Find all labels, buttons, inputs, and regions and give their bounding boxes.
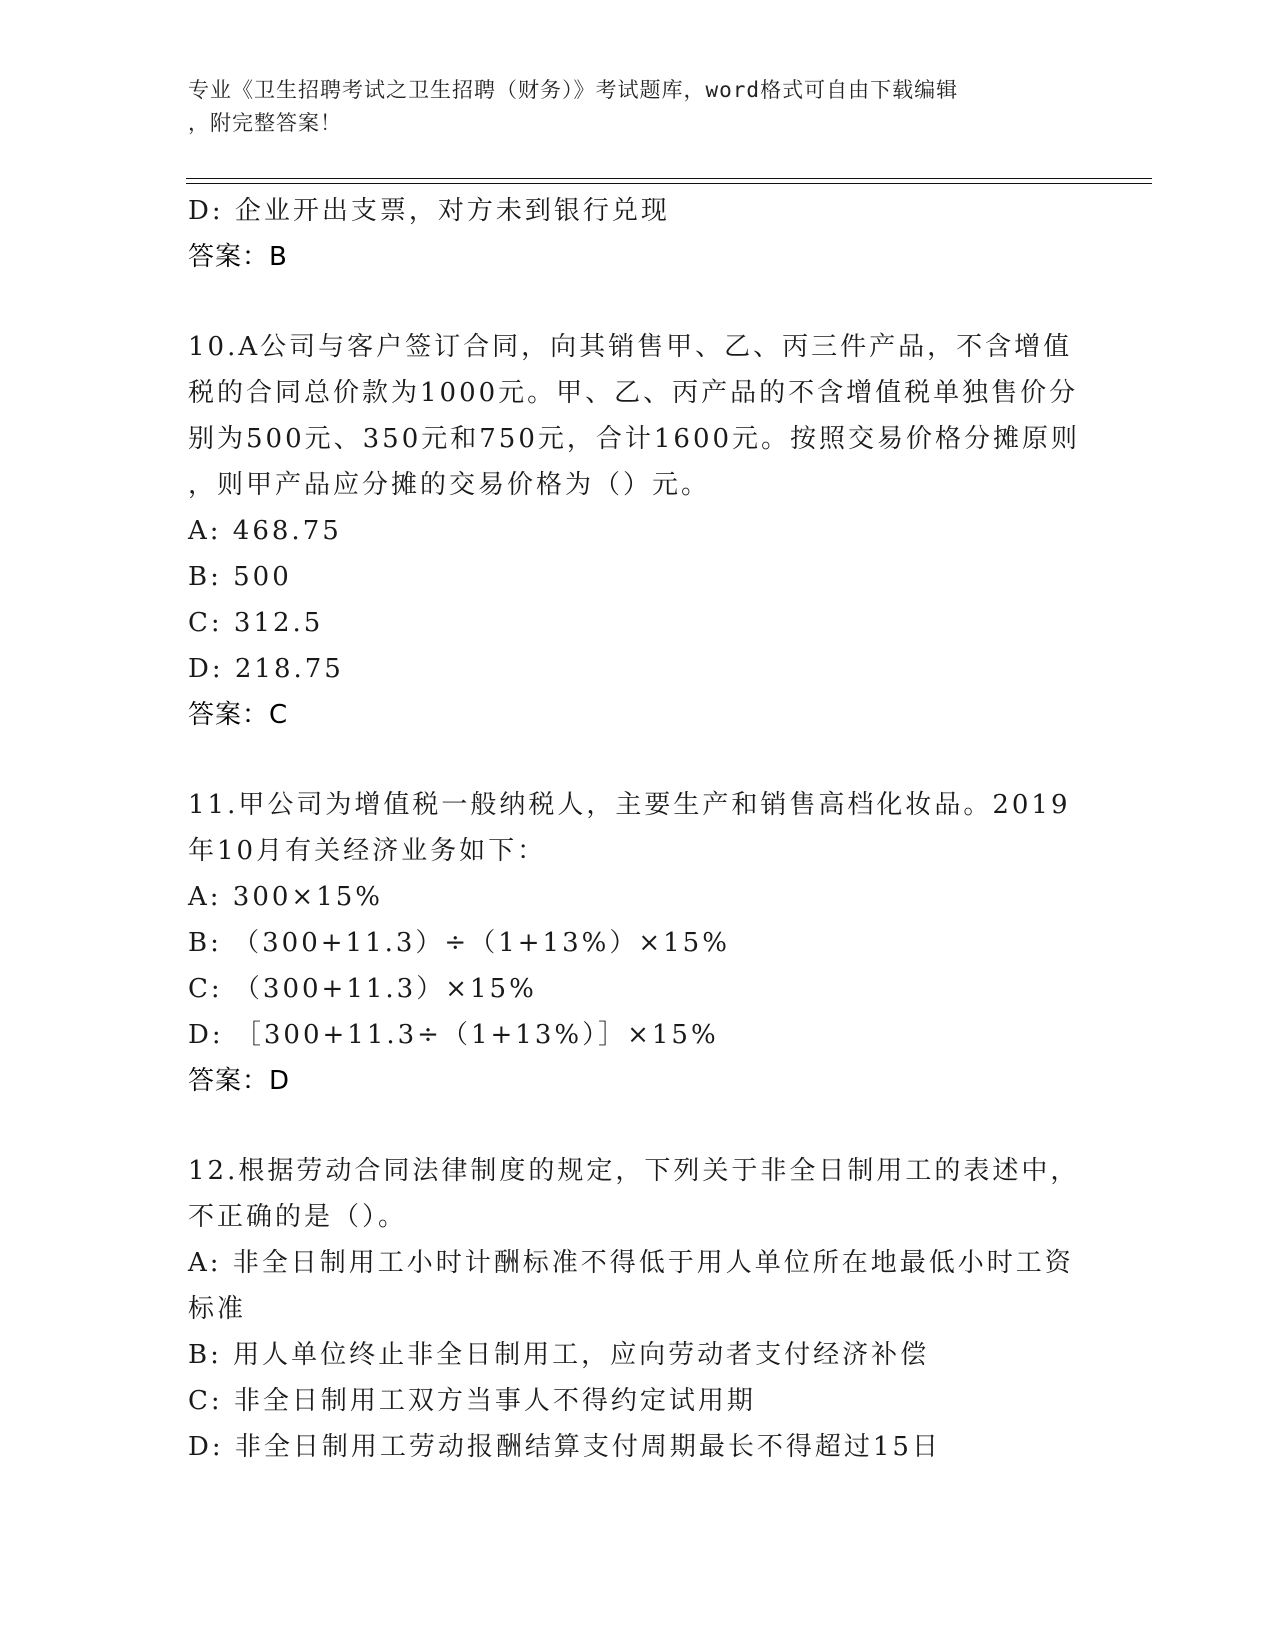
q10-answer: 答案：C <box>188 700 289 730</box>
q12-option-a-continued: 标准 <box>188 1294 247 1324</box>
q10-option-a: A: 468.75 <box>188 516 342 546</box>
q12-option-d: D: 非全日制用工劳动报酬结算支付周期最长不得超过15日 <box>188 1432 941 1462</box>
q11-stem-line: 年10月有关经济业务如下： <box>188 836 547 866</box>
q10-stem-line: 税的合同总价款为1000元。甲、乙、丙产品的不含增值税单独售价分 <box>188 378 1079 408</box>
header-line-1: 专业《卫生招聘考试之卫生招聘（财务）》考试题库，word格式可自由下载编辑 <box>188 78 959 102</box>
q10-stem-line: 别为500元、350元和750元，合计1600元。按照交易价格分摊原则 <box>188 424 1081 454</box>
header-line-2: ，附完整答案！ <box>188 111 342 135</box>
q11-stem-line: 11.甲公司为增值税一般纳税人，主要生产和销售高档化妆品。2019 <box>188 790 1071 820</box>
spacer <box>188 738 1088 782</box>
header-divider-top <box>186 178 1152 179</box>
question-12 <box>188 1148 1088 1470</box>
q10-stem-line: 10.A公司与客户签订合同，向其销售甲、乙、丙三件产品，不含增值 <box>188 332 1073 362</box>
q10-stem-line: ，则甲产品应分摊的交易价格为（）元。 <box>188 470 711 500</box>
spacer <box>188 1104 1088 1148</box>
q11-option-c: C: （300+11.3）×15% <box>188 974 537 1004</box>
q10-option-c: C: 312.5 <box>188 608 324 638</box>
question-11 <box>188 782 1088 1104</box>
q12-option-a: A: 非全日制用工小时计酬标准不得低于用人单位所在地最低小时工资 <box>188 1248 1074 1278</box>
q12-stem-line: 不正确的是（）。 <box>188 1202 408 1232</box>
q9-option-d: D: 企业开出支票，对方未到银行兑现 <box>188 196 670 226</box>
spacer <box>188 280 1088 324</box>
q9-answer: 答案：B <box>188 242 288 272</box>
q12-option-c: C: 非全日制用工双方当事人不得约定试用期 <box>188 1386 756 1416</box>
question-content <box>188 188 1088 1470</box>
q11-option-b: B: （300+11.3）÷（1+13%）×15% <box>188 928 730 958</box>
q11-option-d: D: ［300+11.3÷（1+13%）］×15% <box>188 1020 719 1050</box>
q12-option-b: B: 用人单位终止非全日制用工，应向劳动者支付经济补偿 <box>188 1340 930 1370</box>
q10-option-b: B: 500 <box>188 562 292 592</box>
q11-answer: 答案：D <box>188 1066 291 1096</box>
q10-option-d: D: 218.75 <box>188 654 344 684</box>
question-10 <box>188 324 1088 738</box>
document-header <box>188 74 1068 140</box>
q12-stem-line: 12.根据劳动合同法律制度的规定，下列关于非全日制用工的表述中， <box>188 1156 1080 1186</box>
q11-option-a: A: 300×15% <box>188 882 384 912</box>
header-divider-bottom <box>186 183 1152 184</box>
